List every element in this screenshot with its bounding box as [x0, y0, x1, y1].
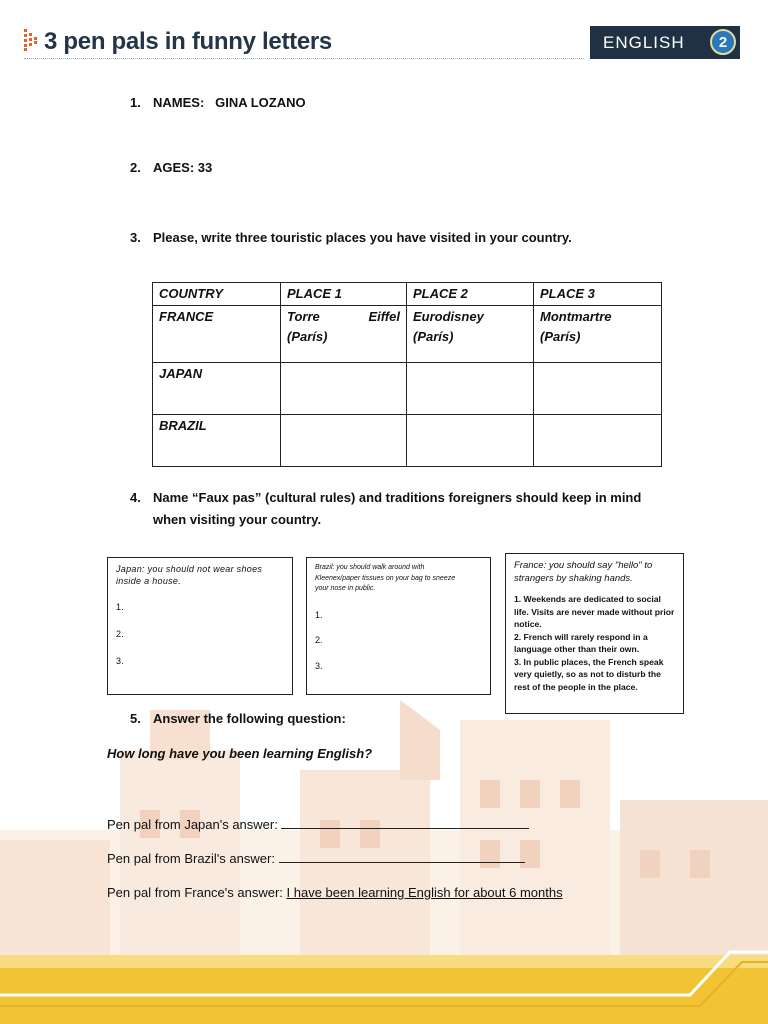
- table-cell-country: FRANCE: [153, 306, 281, 363]
- question-number: 1.: [130, 95, 141, 110]
- box-heading-line: France: you should say "hello" to: [514, 560, 653, 571]
- answer-blank[interactable]: [281, 816, 529, 829]
- cell-text: Eurodisney: [413, 309, 484, 324]
- question-text: AGES: 33: [153, 160, 213, 175]
- box-heading-line: Brazil: you should walk around with: [315, 564, 425, 571]
- table-header-cell: PLACE 2: [407, 283, 534, 306]
- table-cell-place3: [534, 306, 662, 363]
- answer-label: Pen pal from Brazil's answer:: [107, 851, 275, 866]
- table-header-cell: COUNTRY: [153, 283, 281, 306]
- badge-number: 2: [710, 29, 736, 55]
- places-table: [152, 282, 662, 467]
- table-header-cell: PLACE 1: [281, 283, 407, 306]
- box-heading-line: strangers by shaking hands.: [514, 573, 633, 584]
- cell-text: Torre: [287, 309, 320, 324]
- table-cell-place2: [407, 306, 534, 363]
- japan-faux-pas-box: [107, 557, 293, 695]
- question-text: Answer the following question:: [153, 711, 346, 726]
- france-rules-list: [514, 593, 675, 693]
- question-number: 3.: [130, 230, 141, 245]
- table-header-row: [153, 283, 662, 306]
- question-text: Please, write three touristic places you have visited in your country.: [153, 230, 572, 245]
- answer-blank[interactable]: [279, 850, 525, 863]
- header-divider: [24, 58, 584, 59]
- question-text-line-2: when visiting your country.: [153, 512, 322, 527]
- table-row: [153, 415, 662, 467]
- page-title: [24, 28, 332, 56]
- answer-line-france: [107, 885, 563, 900]
- list-item: 2. French will rarely respond in a language other than their own.: [514, 631, 648, 654]
- answer-line-brazil: [107, 850, 525, 866]
- list-item: 2.: [315, 635, 323, 645]
- list-item: 2.: [116, 629, 125, 639]
- cell-text: (París): [287, 329, 328, 344]
- box-heading-line: Japan: you should not wear shoes: [116, 564, 263, 574]
- cell-text: (París): [413, 329, 454, 344]
- table-cell-empty: [407, 415, 534, 467]
- list-item: 1.: [315, 609, 323, 620]
- badge-label: ENGLISH: [603, 32, 685, 52]
- question-number: 5.: [130, 711, 141, 726]
- question-text-line-1: Name “Faux pas” (cultural rules) and traditions foreigners should keep in mind: [153, 490, 642, 505]
- table-cell-empty: [534, 415, 662, 467]
- level-badge: [590, 26, 740, 59]
- cell-text: (París): [540, 329, 581, 344]
- list-item: 3. In public places, the French speak very quietly, so as not to disturb the rest of the people in the place.: [514, 656, 664, 692]
- list-item: 1.: [116, 602, 125, 612]
- table-cell-empty: [281, 415, 407, 467]
- answer-label: Pen pal from France's answer:: [107, 885, 283, 900]
- table-header-cell: PLACE 3: [534, 283, 662, 306]
- dotted-play-logo-icon: [24, 29, 40, 51]
- question-number: 4.: [130, 490, 141, 505]
- table-row: [153, 306, 662, 363]
- answer-text: I have been learning English for about 6 months: [286, 885, 563, 900]
- table-cell-country: BRAZIL: [153, 415, 281, 467]
- table-cell-place1: [281, 306, 407, 363]
- box-heading-line: your nose in public.: [315, 585, 376, 592]
- table-cell-empty: [407, 363, 534, 415]
- question-text: NAMES: GINA LOZANO: [153, 95, 306, 110]
- page-title-text: 3 pen pals in funny letters: [44, 28, 332, 55]
- question-5-prompt: How long have you been learning English?: [107, 746, 373, 761]
- table-cell-country: JAPAN: [153, 363, 281, 415]
- brazil-faux-pas-box: [306, 557, 491, 695]
- list-item: 3.: [315, 660, 323, 671]
- box-heading-line: Kleenex/paper tissues on your bag to sneeze: [315, 574, 456, 582]
- question-number: 2.: [130, 160, 141, 175]
- table-row: [153, 363, 662, 415]
- table-cell-empty: [534, 363, 662, 415]
- list-item: 1. Weekends are dedicated to social life. Visits are never made without prior notice.: [514, 594, 675, 629]
- cell-text: Montmartre: [540, 309, 612, 324]
- box-heading-line: inside a house.: [116, 576, 182, 586]
- list-item: 3.: [116, 656, 125, 666]
- france-faux-pas-box: [505, 553, 684, 714]
- cell-text: Eiffel: [368, 309, 400, 324]
- table-cell-empty: [281, 363, 407, 415]
- answer-label: Pen pal from Japan's answer:: [107, 817, 278, 832]
- answer-line-japan: [107, 816, 529, 832]
